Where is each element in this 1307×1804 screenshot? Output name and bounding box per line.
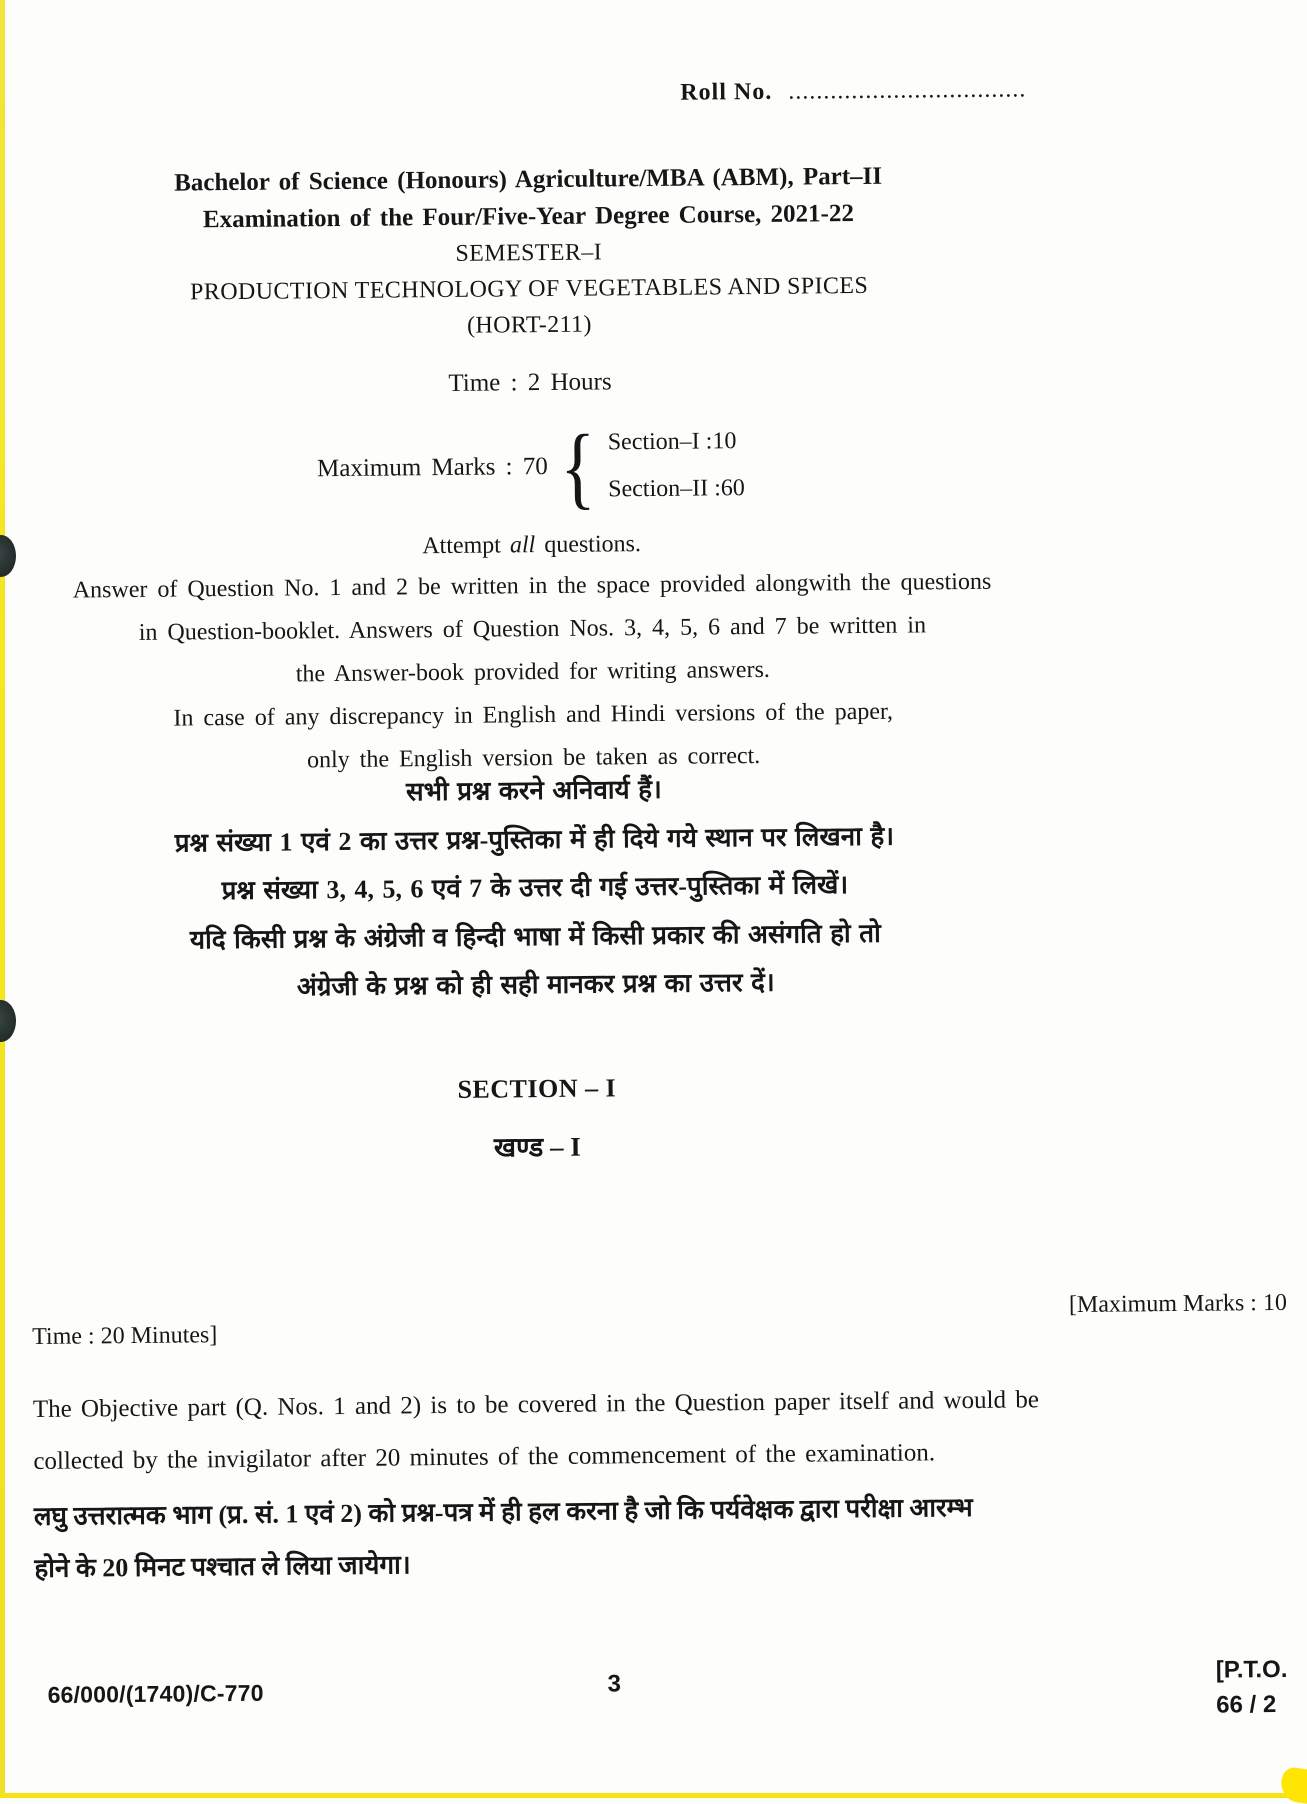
paper-number: 66 / 2 bbox=[1216, 1691, 1277, 1719]
page-number: 3 bbox=[607, 1670, 622, 1698]
scan-edge-left-yellow bbox=[0, 0, 5, 1798]
instruction-en-line: Answer of Question No. 1 and 2 be written in the space provided alongwith the questions bbox=[72, 568, 992, 604]
scan-edge-bottom-yellow bbox=[0, 1793, 1307, 1798]
roll-no-blank-line: .................................. bbox=[788, 76, 1027, 105]
marks-breakdown bbox=[608, 418, 746, 513]
section-1-title-hindi: खण्ड – I bbox=[493, 1131, 581, 1163]
maximum-marks-block bbox=[25, 412, 1036, 522]
instruction-hi-line: प्रश्न संख्या 3, 4, 5, 6 एवं 7 के उत्तर दी गई उत्तर-पुस्तिका में लिखें। bbox=[221, 870, 849, 906]
attempt-instruction bbox=[26, 527, 1036, 564]
instruction-en-line: only the English version be taken as correct. bbox=[306, 742, 761, 774]
instructions-english bbox=[27, 560, 1039, 785]
objective-hi-line: लघु उत्तरात्मक भाग (प्र. सं. 1 एवं 2) को प्रश्न-पत्र में ही हल करना है जो कि पर्यवेक्षक द्वारा परीक्षा आरम्भ bbox=[33, 1492, 973, 1531]
roll-no-label: Roll No. bbox=[680, 78, 773, 106]
instruction-hi-line: अंग्रेजी के प्रश्न को ही सही मानकर प्रश्न का उत्तर दें। bbox=[296, 967, 775, 1002]
paper-print-code: 66/000/(1740)/C-770 bbox=[47, 1679, 264, 1708]
pto-label: [P.T.O. bbox=[1215, 1655, 1288, 1684]
semester-title: SEMESTER–I bbox=[455, 239, 603, 267]
subject-title: PRODUCTION TECHNOLOGY OF VEGETABLES AND SPICES bbox=[189, 272, 869, 306]
instruction-hi-line: यदि किसी प्रश्न के अंग्रेजी व हिन्दी भाषा में किसी प्रकार की असंगति हो तो bbox=[189, 918, 881, 954]
exam-title: Examination of the Four/Five-Year Degree Course, 2021-22 bbox=[202, 200, 855, 234]
instruction-en-line: the Answer-book provided for writing answers. bbox=[295, 656, 770, 688]
brace-glyph: { bbox=[559, 415, 597, 518]
attempt-post: questions. bbox=[544, 531, 642, 559]
section-1-max-marks: [Maximum Marks : 10 bbox=[1068, 1289, 1288, 1319]
attempt-pre: Attempt bbox=[422, 532, 502, 560]
attempt-all-italic: all bbox=[509, 532, 536, 559]
instructions-hindi bbox=[29, 762, 1041, 1014]
marks-section-1: Section–I :10 bbox=[607, 428, 737, 456]
section-1-time: Time : 20 Minutes] bbox=[32, 1322, 218, 1350]
time-allowed: Time : 2 Hours bbox=[448, 368, 612, 397]
objective-note-english bbox=[33, 1372, 1296, 1488]
section-1-meta-row bbox=[32, 1289, 1288, 1351]
objective-en-line: The Objective part (Q. Nos. 1 and 2) is to be covered in the Question paper itself and would be bbox=[32, 1386, 1040, 1423]
footer-right-block bbox=[1216, 1652, 1288, 1723]
instruction-en-line: In case of any discrepancy in English and Hindi versions of the paper, bbox=[173, 698, 894, 732]
page-footer bbox=[37, 1652, 1288, 1719]
roll-no-row bbox=[680, 76, 1026, 106]
instruction-hi-line: सभी प्रश्न करने अनिवार्य हैं। bbox=[405, 774, 662, 807]
course-code: (HORT-211) bbox=[466, 311, 592, 339]
degree-title: Bachelor of Science (Honours) Agriculture/MBA (ABM), Part–II bbox=[173, 162, 883, 197]
maximum-marks-label: Maximum Marks : 70 bbox=[316, 452, 548, 483]
section-1-title-english: SECTION – I bbox=[457, 1073, 617, 1104]
instruction-en-line: in Question-booklet. Answers of Question Nos. 3, 4, 5, 6 and 7 be written in bbox=[138, 612, 927, 646]
instruction-hi-line: प्रश्न संख्या 1 एवं 2 का उत्तर प्रश्न-पुस्तिका में ही दिये गये स्थान पर लिखना है। bbox=[174, 821, 895, 858]
objective-note-hindi bbox=[34, 1479, 1297, 1595]
objective-hi-line: होने के 20 मिनट पश्चात ले लिया जायेगा। bbox=[34, 1550, 411, 1583]
marks-section-2: Section–II :60 bbox=[608, 475, 745, 503]
objective-en-line: collected by the invigilator after 20 minutes of the commencement of the examination. bbox=[33, 1439, 936, 1475]
exam-header bbox=[23, 156, 1035, 348]
